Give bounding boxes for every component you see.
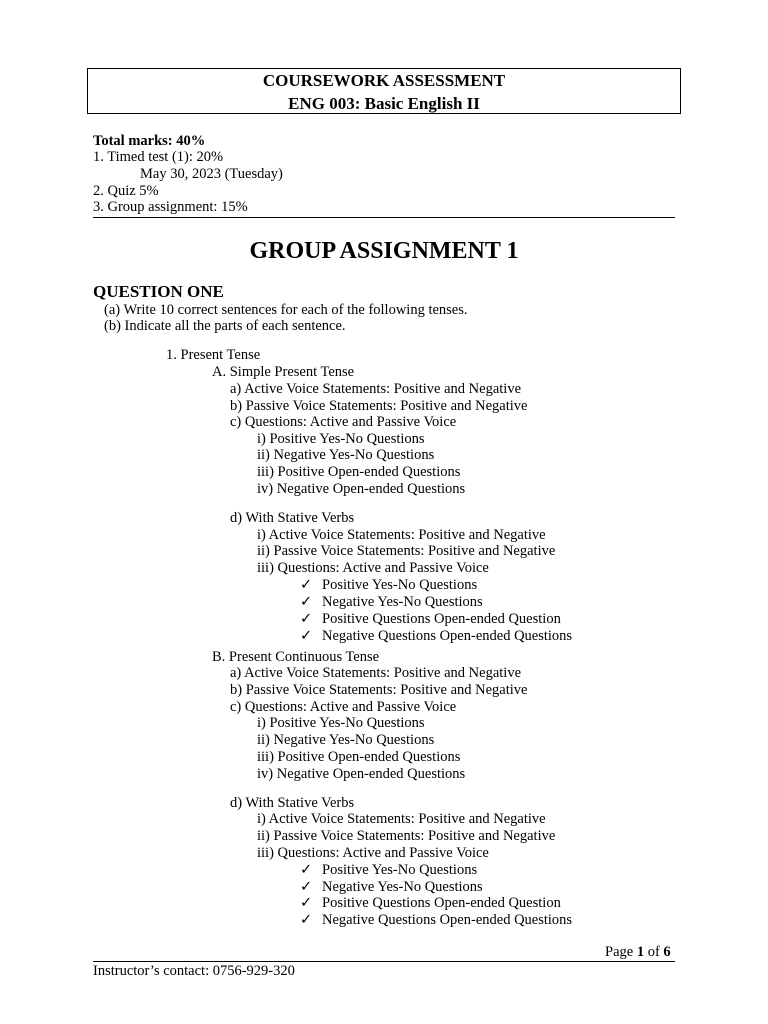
outline-item-text: Positive Questions Open-ended Question <box>322 611 561 627</box>
outline-item-text: Positive Yes-No Questions <box>322 577 478 593</box>
divider <box>93 217 675 218</box>
outline-item <box>257 732 434 749</box>
outline-item <box>257 464 460 481</box>
outline-item-text: iii) Questions: Active and Passive Voice <box>257 845 489 861</box>
outline-item <box>230 381 521 398</box>
checklist-item <box>300 577 477 594</box>
course-title: ENG 003: Basic English II <box>288 94 480 113</box>
outline-item-text: ii) Negative Yes-No Questions <box>257 447 435 463</box>
outline-item-text: iii) Positive Open-ended Questions <box>257 749 461 765</box>
outline-item-text: a) Active Voice Statements: Positive and Negative <box>230 381 522 397</box>
outline-item-text: Negative Questions Open-ended Questions <box>322 628 573 644</box>
outline-item <box>257 766 465 783</box>
outline-item-text: i) Positive Yes-No Questions <box>257 431 425 447</box>
outline-item-text: iii) Questions: Active and Passive Voice <box>257 560 489 576</box>
outline-item <box>212 364 354 381</box>
outline-item-text: d) With Stative Verbs <box>230 510 355 526</box>
check-icon: ✓ <box>300 862 313 878</box>
outline-item-text: c) Questions: Active and Passive Voice <box>230 699 457 715</box>
page-title: GROUP ASSIGNMENT 1 <box>249 238 519 264</box>
checklist-item <box>300 879 483 896</box>
checklist-item <box>300 862 477 879</box>
marks-item-quiz: 2. Quiz 5% <box>93 183 159 199</box>
outline-item-text: A. Simple Present Tense <box>212 364 355 380</box>
outline-item <box>212 649 379 666</box>
footer-divider <box>93 961 675 962</box>
checklist-item <box>300 628 572 645</box>
outline-item <box>166 347 260 364</box>
outline-item <box>257 845 489 862</box>
question-heading: QUESTION ONE <box>93 282 224 301</box>
outline-item <box>257 527 546 544</box>
outline-item <box>257 431 425 448</box>
question-instruction-a: (a) Write 10 correct sentences for each of the following tenses. <box>104 302 468 318</box>
outline-item-text: Negative Questions Open-ended Questions <box>322 912 573 928</box>
outline-item <box>230 699 456 716</box>
instructor-contact: Instructor’s contact: 0756-929-320 <box>93 963 295 979</box>
outline-item <box>230 795 354 812</box>
outline-item-text: ii) Passive Voice Statements: Positive and Negative <box>257 543 556 559</box>
checklist-item <box>300 895 561 912</box>
header-title: COURSEWORK ASSESSMENT <box>262 71 506 90</box>
outline-item-text: i) Positive Yes-No Questions <box>257 715 425 731</box>
outline-item-text: 1. Present Tense <box>166 347 261 363</box>
outline-item-text: ii) Passive Voice Statements: Positive and Negative <box>257 828 556 844</box>
outline-item-text: Negative Yes-No Questions <box>322 879 483 895</box>
outline-item <box>230 414 456 431</box>
outline-item-text: i) Active Voice Statements: Positive and Negative <box>257 527 546 543</box>
checklist-item <box>300 594 483 611</box>
outline-item-text: b) Passive Voice Statements: Positive and Negative <box>230 682 528 698</box>
outline-item <box>257 811 546 828</box>
outline-item <box>230 665 521 682</box>
page-of: of <box>647 944 660 960</box>
outline-item-text: Positive Yes-No Questions <box>322 862 478 878</box>
outline-item <box>230 682 527 699</box>
outline-item-text: c) Questions: Active and Passive Voice <box>230 414 457 430</box>
outline-item-text: iv) Negative Open-ended Questions <box>257 766 466 782</box>
outline-item <box>257 447 434 464</box>
outline-item <box>257 715 425 732</box>
outline-item <box>257 481 465 498</box>
outline-item <box>257 543 555 560</box>
outline-item <box>257 749 460 766</box>
outline-item-text: Positive Questions Open-ended Question <box>322 895 561 911</box>
outline-item <box>257 828 555 845</box>
outline-item-text: d) With Stative Verbs <box>230 795 355 811</box>
outline-item-text: i) Active Voice Statements: Positive and Negative <box>257 811 546 827</box>
outline-item <box>230 510 354 527</box>
check-icon: ✓ <box>300 879 313 895</box>
outline-item-text: b) Passive Voice Statements: Positive and Negative <box>230 398 528 414</box>
marks-item-timed-test: 1. Timed test (1): 20% <box>93 149 224 165</box>
check-icon: ✓ <box>300 611 313 627</box>
question-instruction-b: (b) Indicate all the parts of each sentence. <box>104 318 346 334</box>
page-total: 6 <box>663 944 671 960</box>
outline-item <box>257 560 489 577</box>
checklist-item <box>300 912 572 929</box>
header-box <box>87 68 681 114</box>
check-icon: ✓ <box>300 577 313 593</box>
check-icon: ✓ <box>300 912 313 928</box>
outline-item <box>230 398 527 415</box>
check-icon: ✓ <box>300 628 313 644</box>
total-marks: Total marks: 40% <box>93 133 206 149</box>
page-number <box>605 944 671 961</box>
outline-item-text: ii) Negative Yes-No Questions <box>257 732 435 748</box>
marks-item-date: May 30, 2023 (Tuesday) <box>140 166 283 182</box>
page-prefix: Page <box>605 944 634 960</box>
outline-item-text: iv) Negative Open-ended Questions <box>257 481 466 497</box>
page-current: 1 <box>636 944 645 960</box>
check-icon: ✓ <box>300 895 313 911</box>
check-icon: ✓ <box>300 594 313 610</box>
outline-item-text: Negative Yes-No Questions <box>322 594 483 610</box>
marks-item-group: 3. Group assignment: 15% <box>93 199 248 215</box>
checklist-item <box>300 611 561 628</box>
outline-item-text: B. Present Continuous Tense <box>212 649 380 665</box>
outline-item-text: iii) Positive Open-ended Questions <box>257 464 461 480</box>
outline-item-text: a) Active Voice Statements: Positive and Negative <box>230 665 522 681</box>
